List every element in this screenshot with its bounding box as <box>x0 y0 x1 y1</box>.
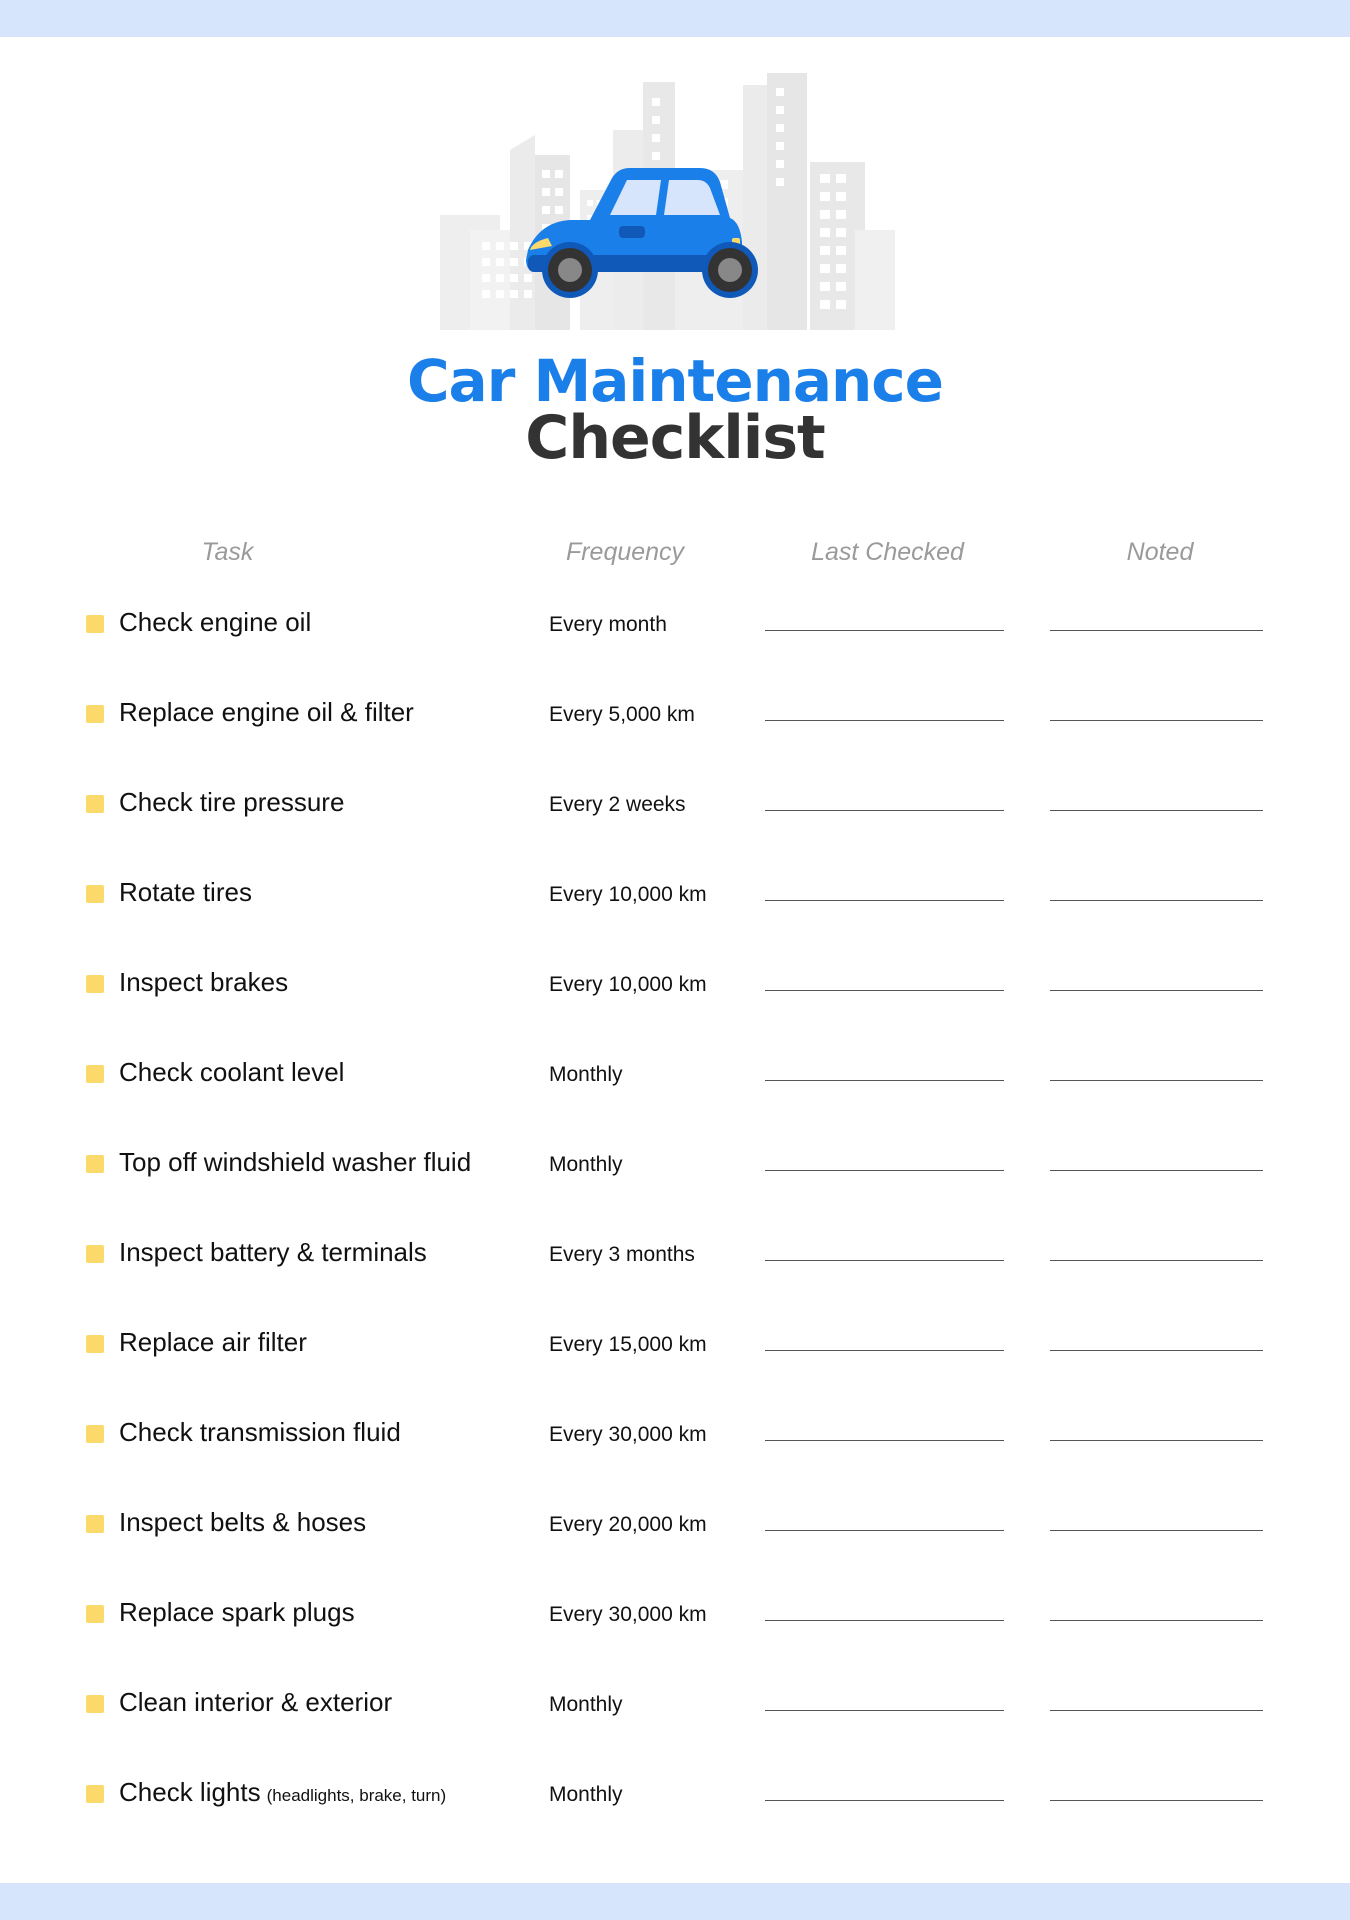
last-checked-field[interactable] <box>765 1350 1004 1351</box>
checkbox-bullet[interactable] <box>86 1695 104 1713</box>
checkbox-bullet[interactable] <box>86 795 104 813</box>
noted-field[interactable] <box>1050 900 1263 901</box>
checkbox-bullet[interactable] <box>86 615 104 633</box>
task-label: Top off windshield washer fluid <box>119 1147 472 1177</box>
checklist-row <box>0 1225 1350 1315</box>
checkbox-bullet[interactable] <box>86 885 104 903</box>
checkbox-bullet[interactable] <box>86 1155 104 1173</box>
noted-field[interactable] <box>1050 1260 1263 1261</box>
frequency-value: Every 2 weeks <box>549 793 686 816</box>
task-label: Inspect brakes <box>119 967 289 997</box>
checklist-row <box>0 1495 1350 1585</box>
task-label: Check transmission fluid <box>119 1417 401 1447</box>
checkbox-bullet[interactable] <box>86 1335 104 1353</box>
frequency-value: Every 15,000 km <box>549 1333 707 1356</box>
last-checked-field[interactable] <box>765 1620 1004 1621</box>
task-label: Clean interior & exterior <box>119 1687 393 1717</box>
noted-field[interactable] <box>1050 1080 1263 1081</box>
task-label: Inspect battery & terminals <box>119 1237 427 1267</box>
last-checked-field[interactable] <box>765 1530 1004 1531</box>
frequency-value: Every 3 months <box>549 1243 695 1266</box>
task-label: Replace engine oil & filter <box>119 697 414 727</box>
title-line-1: Car Maintenance <box>406 347 944 415</box>
header-last-checked: Last Checked <box>811 538 964 566</box>
frequency-value: Every 30,000 km <box>549 1423 707 1446</box>
last-checked-field[interactable] <box>765 1260 1004 1261</box>
frequency-value: Every month <box>549 613 667 636</box>
frequency-value: Every 10,000 km <box>549 973 707 996</box>
checkbox-bullet[interactable] <box>86 1605 104 1623</box>
frequency-value: Every 10,000 km <box>549 883 707 906</box>
noted-field[interactable] <box>1050 1170 1263 1171</box>
header-noted: Noted <box>1126 538 1194 566</box>
task-label: Inspect belts & hoses <box>119 1507 367 1537</box>
noted-field[interactable] <box>1050 1350 1263 1351</box>
frequency-value: Monthly <box>549 1063 623 1086</box>
noted-field[interactable] <box>1050 720 1263 721</box>
last-checked-field[interactable] <box>765 720 1004 721</box>
noted-field[interactable] <box>1050 1530 1263 1531</box>
task-label: Replace air filter <box>119 1327 307 1357</box>
checklist <box>0 595 1350 1855</box>
checkbox-bullet[interactable] <box>86 975 104 993</box>
frequency-value: Monthly <box>549 1693 623 1716</box>
checklist-row <box>0 775 1350 865</box>
city-car-icon <box>430 70 920 360</box>
checklist-row <box>0 685 1350 775</box>
header-frequency: Frequency <box>565 538 685 566</box>
checklist-row <box>0 1405 1350 1495</box>
noted-field[interactable] <box>1050 810 1263 811</box>
noted-field[interactable] <box>1050 990 1263 991</box>
last-checked-field[interactable] <box>765 1170 1004 1171</box>
bottom-band <box>0 1883 1350 1920</box>
checklist-row <box>0 1045 1350 1135</box>
checklist-row <box>0 955 1350 1045</box>
task-label: Replace spark plugs <box>119 1597 355 1627</box>
header-task: Task <box>201 538 254 566</box>
checklist-row <box>0 1765 1350 1855</box>
task-label: Check coolant level <box>119 1057 345 1087</box>
frequency-value: Monthly <box>549 1153 623 1176</box>
checkbox-bullet[interactable] <box>86 1785 104 1803</box>
last-checked-field[interactable] <box>765 1080 1004 1081</box>
task-label: Rotate tires <box>119 877 252 907</box>
checkbox-bullet[interactable] <box>86 705 104 723</box>
task-label: Check engine oil <box>119 607 312 637</box>
last-checked-field[interactable] <box>765 990 1004 991</box>
checklist-row <box>0 1135 1350 1225</box>
checklist-row <box>0 1585 1350 1675</box>
last-checked-field[interactable] <box>765 1800 1004 1801</box>
checkbox-bullet[interactable] <box>86 1425 104 1443</box>
checklist-row <box>0 595 1350 685</box>
frequency-value: Every 20,000 km <box>549 1513 707 1536</box>
frequency-value: Monthly <box>549 1783 623 1806</box>
title-line-2: Checklist <box>525 403 825 473</box>
noted-field[interactable] <box>1050 1440 1263 1441</box>
noted-field[interactable] <box>1050 630 1263 631</box>
noted-field[interactable] <box>1050 1620 1263 1621</box>
checklist-row <box>0 865 1350 955</box>
task-sublabel: (headlights, brake, turn) <box>266 1786 447 1805</box>
last-checked-field[interactable] <box>765 810 1004 811</box>
page-title <box>0 347 1350 473</box>
top-band <box>0 0 1350 37</box>
last-checked-field[interactable] <box>765 1710 1004 1711</box>
task-label: Check tire pressure <box>119 787 345 817</box>
checkbox-bullet[interactable] <box>86 1065 104 1083</box>
checkbox-bullet[interactable] <box>86 1515 104 1533</box>
frequency-value: Every 30,000 km <box>549 1603 707 1626</box>
frequency-value: Every 5,000 km <box>549 703 695 726</box>
task-label: Check lights (headlights, brake, turn) <box>119 1777 447 1807</box>
noted-field[interactable] <box>1050 1710 1263 1711</box>
checkbox-bullet[interactable] <box>86 1245 104 1263</box>
last-checked-field[interactable] <box>765 900 1004 901</box>
checklist-row <box>0 1315 1350 1405</box>
checklist-row <box>0 1675 1350 1765</box>
noted-field[interactable] <box>1050 1800 1263 1801</box>
last-checked-field[interactable] <box>765 1440 1004 1441</box>
last-checked-field[interactable] <box>765 630 1004 631</box>
